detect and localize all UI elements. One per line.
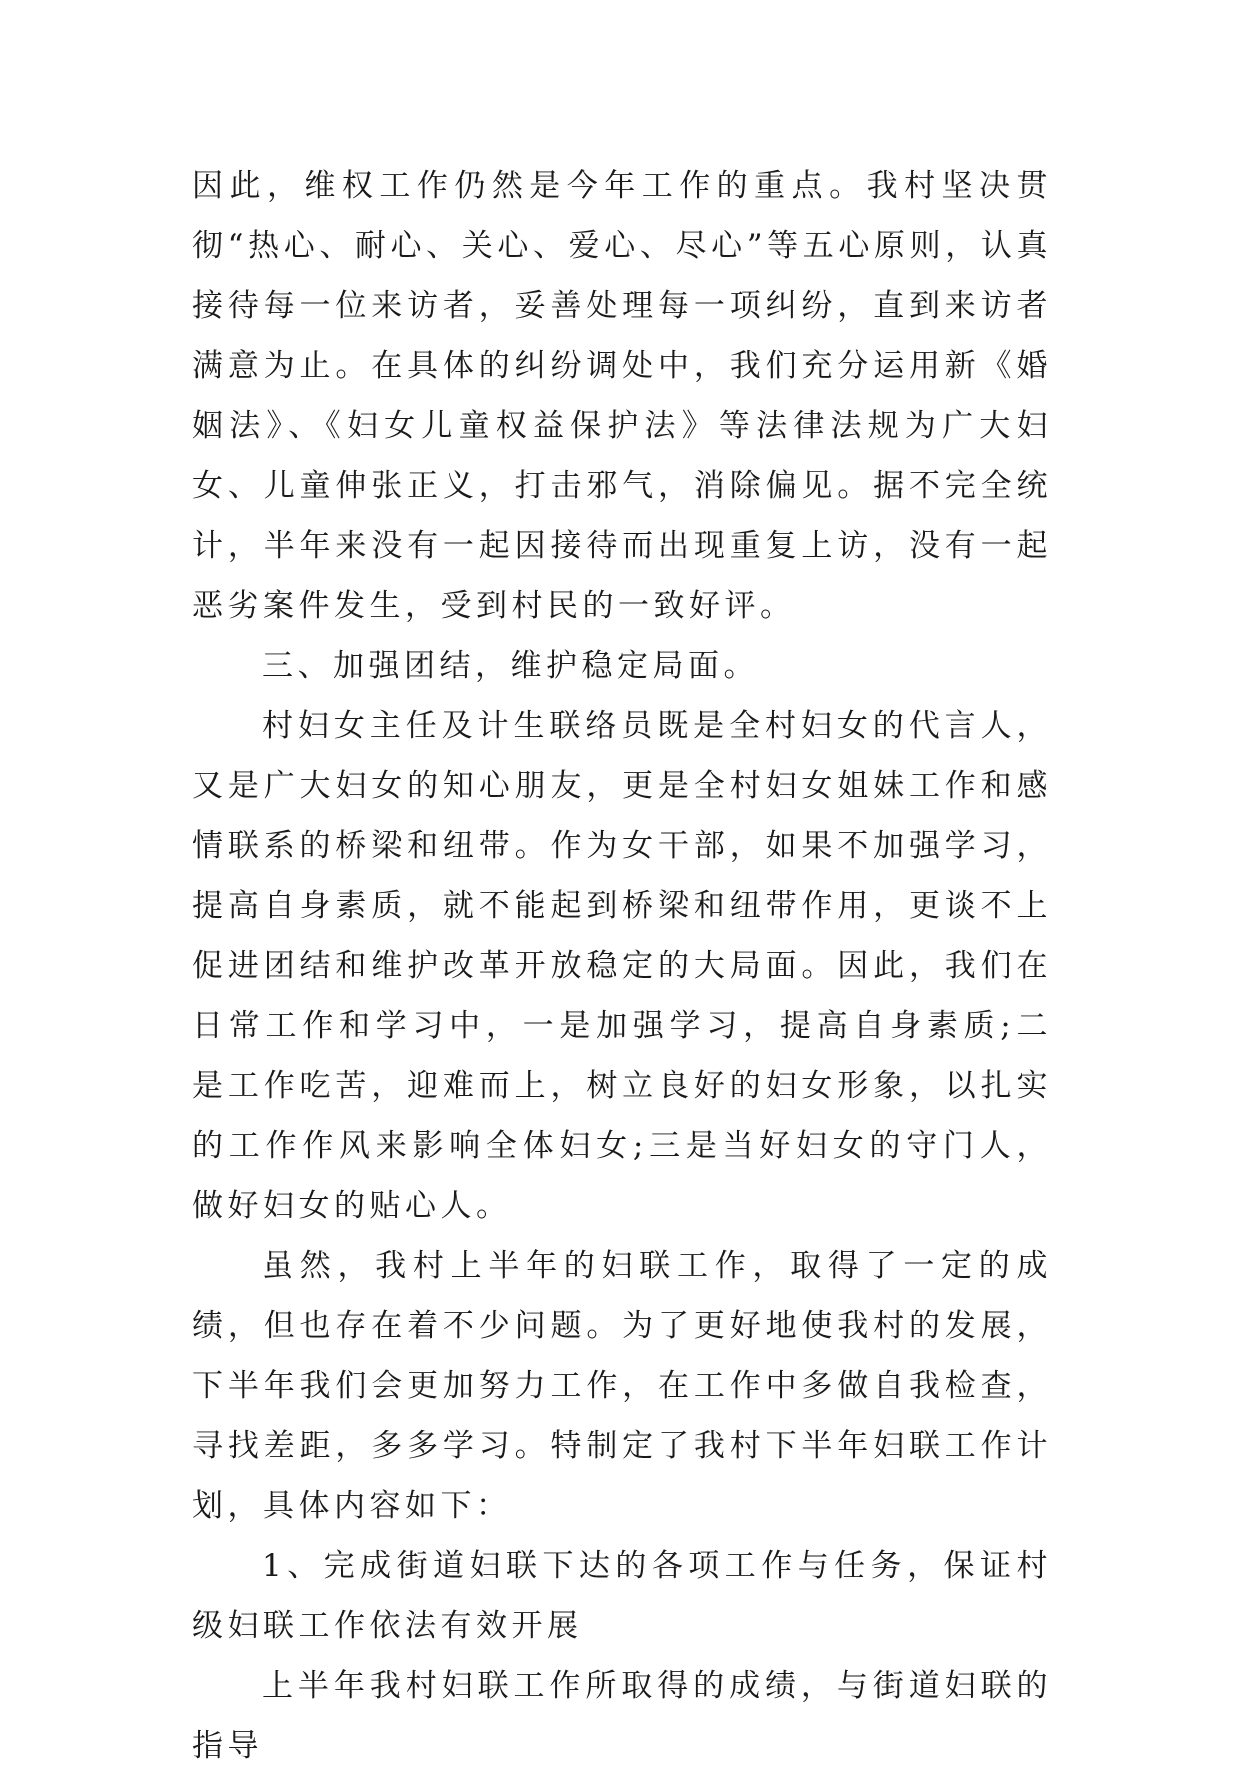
paragraph: 虽然，我村上半年的妇联工作，取得了一定的成绩，但也存在着不少问题。为了更好地使我村的发展，下半年我们会更加努力工作，在工作中多做自我检查，寻找差距，多多学习。特制定了我村下半年妇联工作计划，具体内容如下： [192,1248,1052,1524]
paragraph: 村妇女主任及计生联络员既是全村妇女的代言人，又是广大妇女的知心朋友，更是全村妇女姐妹工作和感情联系的桥梁和纽带。作为女干部，如果不加强学习，提高自身素质，就不能起到桥梁和纽带作用，更谈不上促进团结和维护改革开放稳定的大局面。因此，我们在日常工作和学习中，一是加强学习，提高自身素质;二是工作吃苦，迎难而上，树立良好的妇女形象，以扎实的工作作风来影响全体妇女;三是当好妇女的守门人，做好妇女的贴心人。 [192,708,1052,1224]
paragraph: 上半年我村妇联工作所取得的成绩，与街道妇联的指导 [192,1668,1052,1764]
paragraph-continuation: 因此，维权工作仍然是今年工作的重点。我村坚决贯彻“热心、耐心、关心、爱心、尽心”等五心原则，认真接待每一位来访者，妥善处理每一项纠纷，直到来访者满意为止。在具体的纠纷调处中，我们充分运用新《婚姻法》、《妇女儿童权益保护法》等法律法规为广大妇女、儿童伸张正义，打击邪气，消除偏见。据不完全统计，半年来没有一起因接待而出现重复上访，没有一起恶劣案件发生，受到村民的一致好评。 [192,168,1052,624]
list-item-heading: 1、完成街道妇联下达的各项工作与任务，保证村级妇联工作依法有效开展 [192,1548,1052,1644]
document-body [192,156,1052,1776]
section-heading: 三、加强团结，维护稳定局面。 [262,648,759,684]
